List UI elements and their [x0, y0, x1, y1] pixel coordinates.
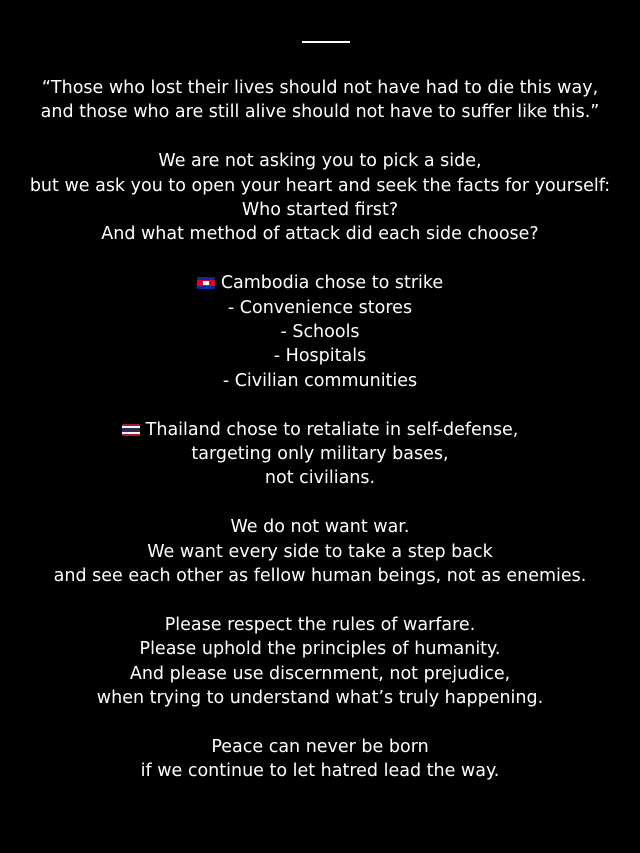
closing-line: Peace can never be born	[211, 736, 429, 757]
peace-wish-paragraph	[0, 515, 640, 588]
cambodia-heading: Cambodia chose to strike	[220, 273, 444, 294]
request-line: And please use discernment, not prejudice,	[129, 663, 511, 684]
appeal-paragraph	[0, 149, 640, 247]
peace-wish-line: We want every side to take a step back	[147, 541, 493, 562]
cambodia-paragraph	[0, 271, 640, 393]
thailand-heading: Thailand chose to retaliate in self-defense,	[145, 419, 519, 440]
appeal-line: Who started first?	[241, 200, 399, 221]
peace-wish-line: and see each other as fellow human beings, not as enemies.	[53, 566, 587, 587]
cambodia-flag-icon	[197, 277, 215, 289]
top-divider	[302, 41, 350, 43]
request-line: when trying to understand what’s truly happening.	[96, 688, 544, 709]
request-paragraph	[0, 613, 640, 711]
cambodia-target-item: - Schools	[280, 322, 360, 343]
closing-line: if we continue to let hatred lead the way.	[140, 761, 500, 782]
request-line: Please respect the rules of warfare.	[164, 614, 476, 635]
statement-text	[0, 76, 640, 808]
appeal-line: but we ask you to open your heart and seek the facts for yourself:	[29, 175, 611, 196]
cambodia-target-item: - Convenience stores	[227, 297, 413, 318]
thailand-flag-icon	[122, 424, 140, 436]
thailand-heading-line	[0, 418, 640, 442]
thailand-paragraph	[0, 418, 640, 491]
closing-paragraph	[0, 735, 640, 784]
cambodia-target-item: - Hospitals	[273, 346, 367, 367]
appeal-line: And what method of attack did each side choose?	[101, 224, 539, 245]
request-line: Please uphold the principles of humanity.	[139, 639, 501, 660]
cambodia-heading-line	[0, 271, 640, 295]
quote-paragraph	[0, 76, 640, 125]
appeal-line: We are not asking you to pick a side,	[158, 151, 482, 172]
thailand-line: targeting only military bases,	[191, 444, 449, 465]
cambodia-target-item: - Civilian communities	[222, 370, 418, 391]
peace-wish-line: We do not want war.	[230, 517, 410, 538]
quote-line: “Those who lost their lives should not have had to die this way,	[41, 78, 599, 98]
thailand-line: not civilians.	[264, 468, 376, 489]
quote-line: and those who are still alive should not have to suffer like this.”	[40, 102, 600, 123]
